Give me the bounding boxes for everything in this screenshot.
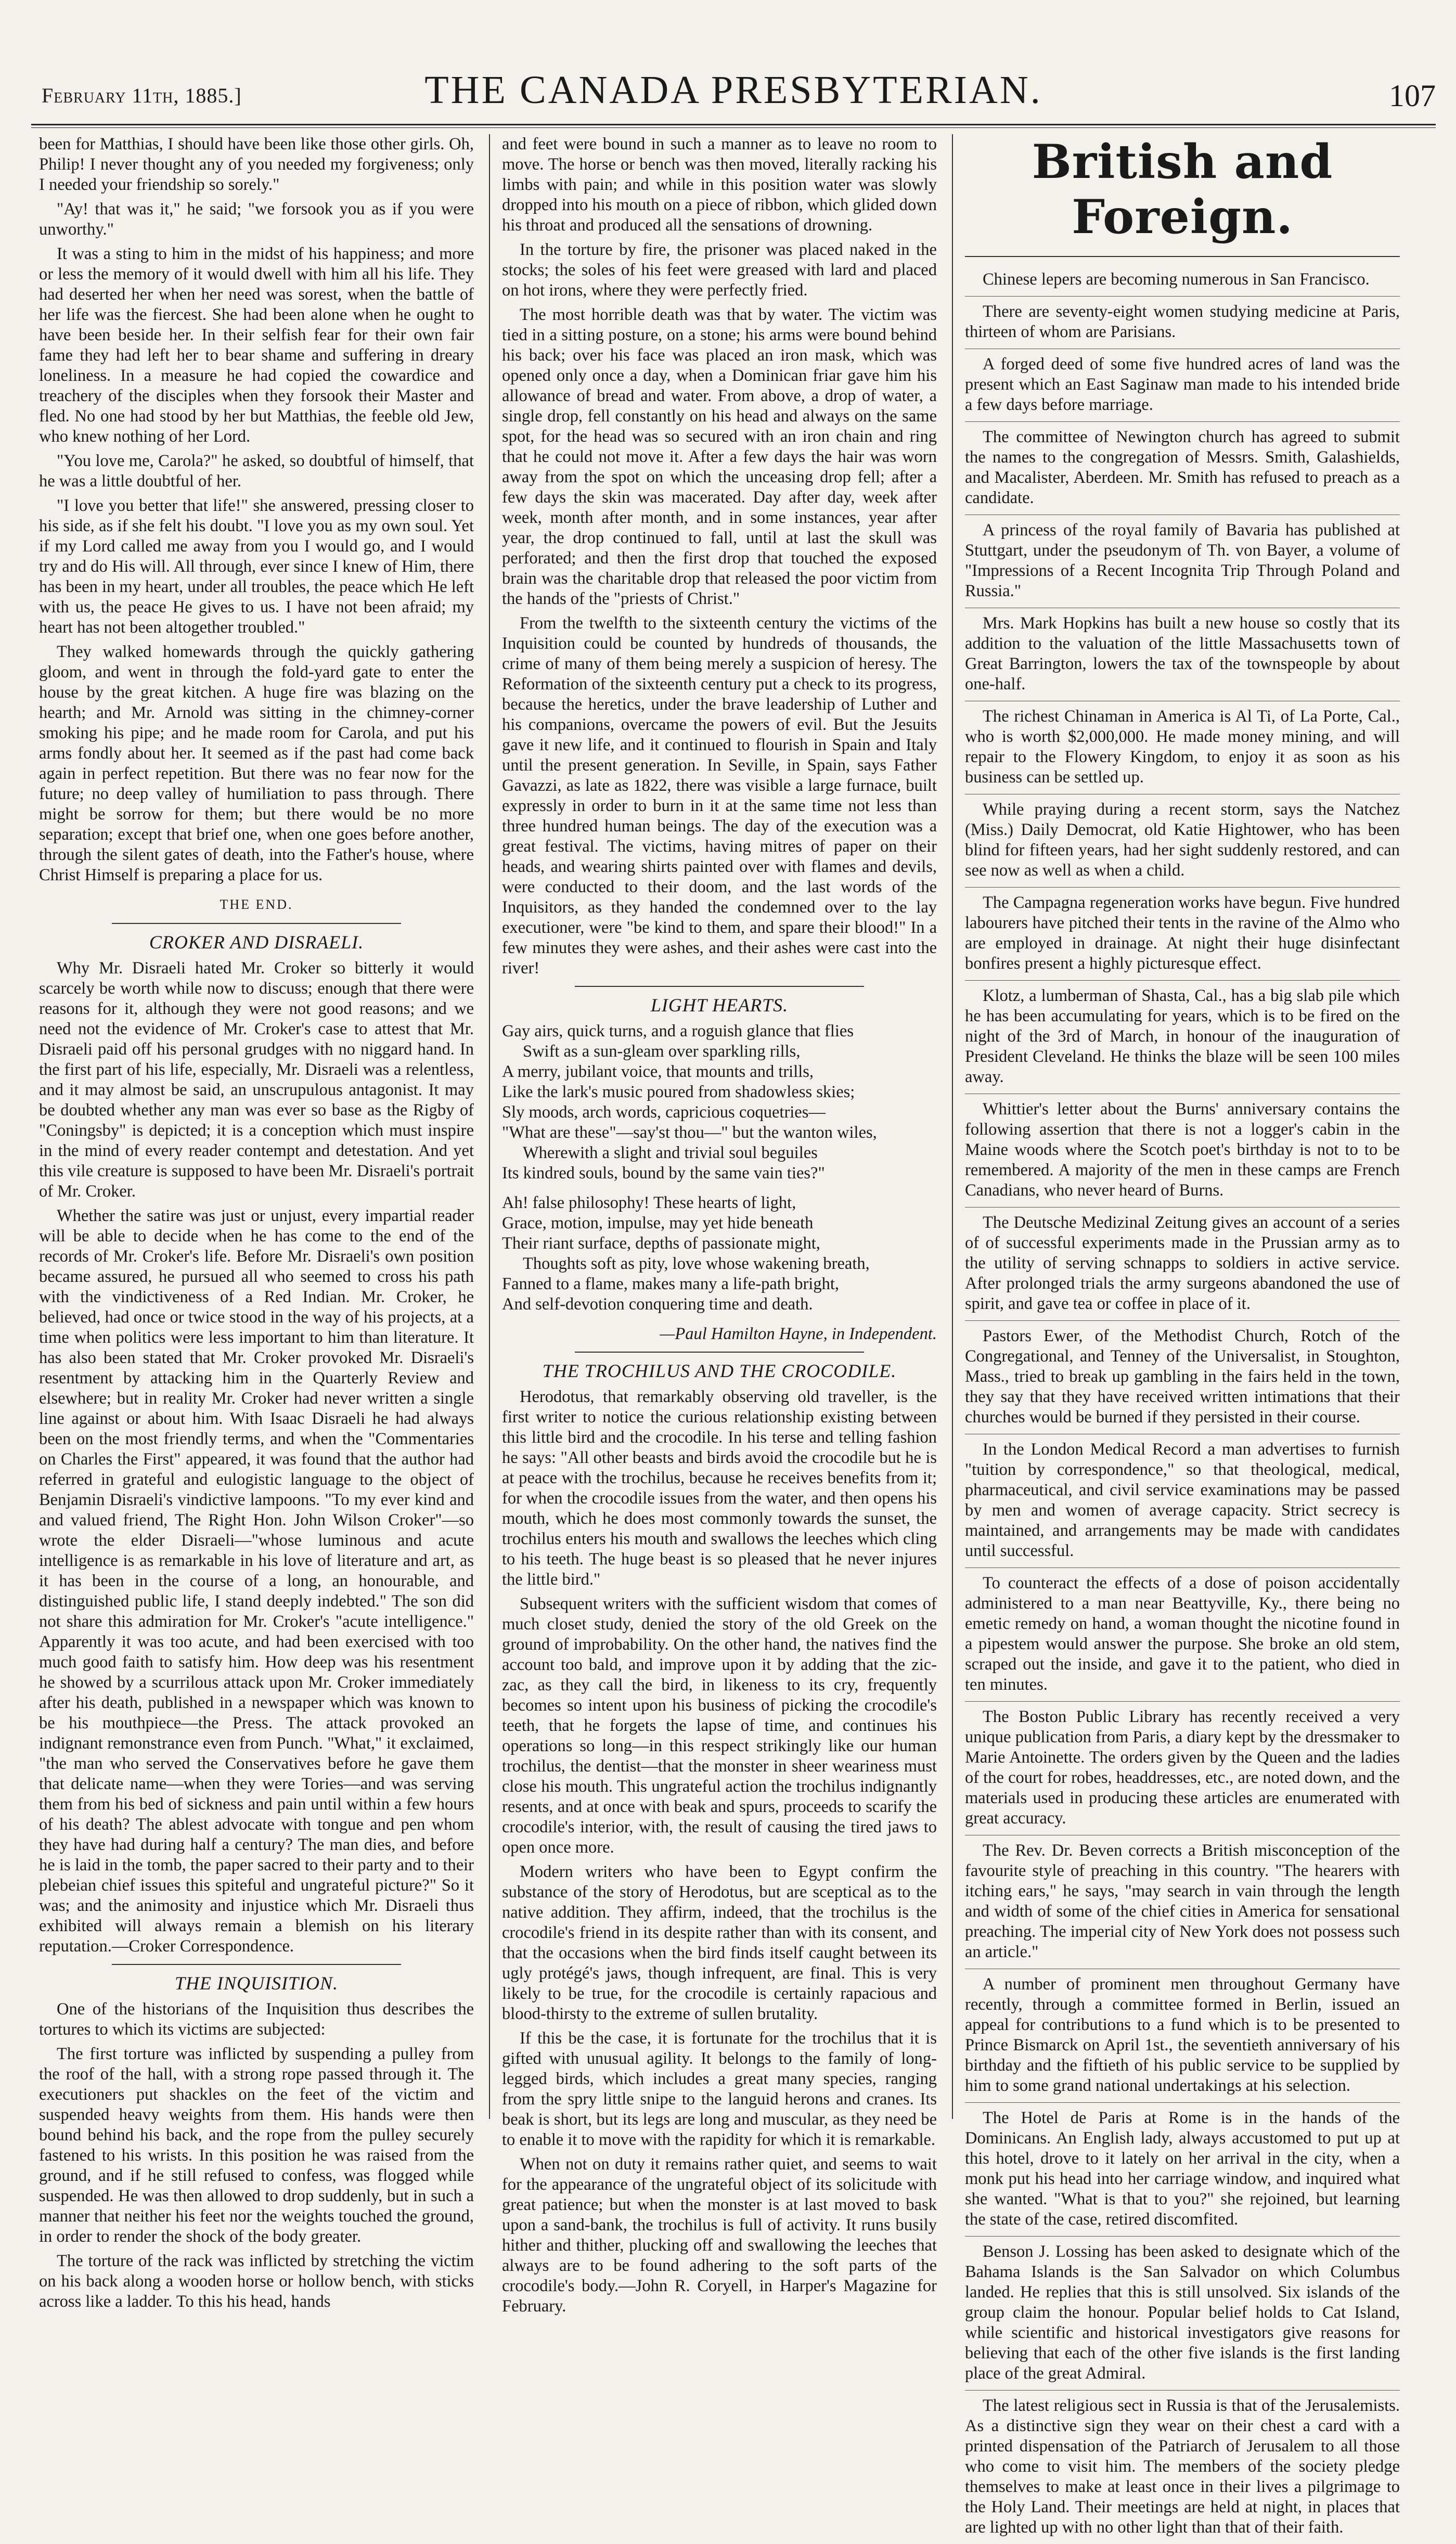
paragraph: "You love me, Carola?" he asked, so doubtful of himself, that he was a little doubtful of her. [39,452,474,491]
news-item: Benson J. Lossing has been asked to designate which of the Bahama Islands is the San Salvador on which Columbus landed. He replies that this is still unsolved. Six islands of the group claim the honour. Popular belief holds to Cat Island, while scientific and historical investigators give reasons for believing that each of the other five islands is the first landing place of the great Admiral. [965,2237,1400,2391]
section-divider [575,1352,864,1353]
article-title-trochilus: THE TROCHILUS AND THE CROCODILE. [542,1360,897,1381]
column-rule-1 [489,134,490,2119]
paragraph: The first torture was inflicted by suspending a pulley from the roof of the hall, with a strong rope passed through it. The executioners put shackles on the feet of the victim and suspended heavy weights from them. His hands were then bound behind his back, and the rope from the pulley securely fastened to his wrists. In this position he was raised from the ground, and if he still refused to confess, was flogged while suspended. He was then allowed to drop suddenly, but in such a manner that neither his feet nor the weights touched the ground, in order to render the shock of the body greater. [39,2045,474,2246]
paragraph: Subsequent writers with the sufficient wisdom that comes of much closet study, denied the story of the old Greek on the ground of improbability. On the other hand, the natives find the account too bald, and improve upon it by adding that the zic-zac, as they call the bird, in likeness to its cry, frequently becomes so intent upon his business of picking the crocodile's teeth, that he forgets the lapse of time, and continues his operations so long—in this respect strikingly like our human trochilus, the dentist—that the monster in sheer weariness must close his mouth. This ungrateful action the trochilus indignantly resents, and at once with beak and spurs, proceeds to scarify the crocodile's interior, with, the result of causing the tired jaws to open once more. [502,1595,937,1857]
news-item: Chinese lepers are becoming numerous in San Francisco. [965,264,1400,297]
poem-line: Gay airs, quick turns, and a roguish glance that flies [502,1022,854,1040]
poem-line: A merry, jubilant voice, that mounts and trills, [502,1062,814,1081]
the-end-label: THE END. [220,897,293,912]
poem-stanza [502,1193,937,1315]
paragraph: When not on duty it remains rather quiet, and seems to wait for the appearance of the ungrateful object of its solicitude with great patience; but when the monster is at last moved to bask upon a sand-bank, the trochilus is full of activity. It runs busily hither and thither, plucking off and swallowing the leeches that always are to be found adhering to the soft parts of the crocodile's body.—John R. Coryell, in Harper's Magazine for February. [502,2155,937,2316]
paragraph: Why Mr. Disraeli hated Mr. Croker so bitterly it would scarcely be worth while now to discuss; enough that there were reasons for it, although they were not good reasons; and we need not the evidence of Mr. Croker's case to attest that Mr. Disraeli paid off his personal grudges with no niggard hand. In the first part of his life, especially, Mr. Disraeli was a relentless, and it may almost be said, an unscrupulous antagonist. It may be doubted whether any man was ever so base as the Rigby of "Coningsby" is depicted; it is a conception which must inspire in the mind of every reader contempt and detestation. And yet this vile creature is supposed to have been Mr. Disraeli's portrait of Mr. Croker. [39,959,474,1201]
news-item: The latest religious sect in Russia is that of the Jerusalemists. As a distinctive sign they wear on their chest a card with a printed dispensation of the Patriarch of Jerusalem to all those who come to visit him. The members of the society pledge themselves to make at least once in their lives a pilgrimage to the Holy Land. Their meetings are held at night, in places that are lighted up with no other light than that of their faith. [965,2396,1400,2537]
paragraph: It was a sting to him in the midst of his happiness; and more or less the memory of it would dwell with him all his life. They had deserted her when her need was sorest, when the battle of her life was the fiercest. She had been alone when he ought to have been beside her. In their selfish fear for their own fair fame they had left her to bear shame and suffering in dreary loneliness. In a measure he had copied the cowardice and treachery of the disciples when they forsook their Master and fled. No one had stood by her but Matthias, the feeble old Jew, who knew nothing of her Lord. [39,245,474,446]
paragraph: Herodotus, that remarkably observing old traveller, is the first writer to notice the curious relationship existing between this little bird and the crocodile. In his terse and telling fashion he says: "All other beasts and birds avoid the crocodile but he is at peace with the trochilus, because he receives benefits from it; for when the crocodile issues from the water, and then opens his mouth, which he does most commonly towards the sunset, the trochilus enters his mouth and swallows the leeches which cling to his teeth. The huge beast is so pleased that he never injures the little bird." [502,1387,937,1589]
article-title-inquisition: THE INQUISITION. [174,1973,338,1994]
paragraph: been for Matthias, I should have been like those other girls. Oh, Philip! I never thought any of you needed my forgiveness; only I needed your friendship so sorely." [39,135,474,194]
news-item: The richest Chinaman in America is Al Ti, of La Porte, Cal., who is worth $2,000,000. He made money mining, and will repair to the Flowery Kingdom, to enjoy it as soon as his business can be settled up. [965,701,1400,794]
news-item: To counteract the effects of a dose of poison accidentally administered to a man near Beattyville, Ky., there being no emetic remedy on hand, a woman thought the nicotine found in a pipestem would answer the purpose. She broke an old stem, scraped out the inside, and gave it to the patient, who died in ten minutes. [965,1568,1400,1702]
news-item: Mrs. Mark Hopkins has built a new house so costly that its addition to the valuation of the little Massachusetts town of Great Barrington, lowers the tax of the townspeople by about one-half. [965,608,1400,701]
column-1 [39,134,474,2311]
news-items-list [965,264,1400,2544]
section-divider [112,1964,401,1965]
paragraph: The torture of the rack was inflicted by stretching the victim on his back along a wooden horse or hollow bench, with sticks across like a ladder. To this his head, hands [39,2252,474,2311]
paragraph: One of the historians of the Inquisition thus describes the tortures to which its victims are subjected: [39,2000,474,2039]
page-number: 107 [1389,79,1436,113]
poem-attribution: —Paul Hamilton Hayne, in Independent. [660,1325,937,1343]
news-item: A forged deed of some five hundred acres of land was the present which an East Saginaw man made to his intended bride a few days before marriage. [965,349,1400,422]
poem-line: And self-devotion conquering time and death. [502,1295,813,1314]
paragraph: "I love you better that life!" she answered, pressing closer to his side, as if she felt his doubt. "I love you as my own soul. Yet if my Lord called me away from you I would go, and I would try and do His will. All through, ever since I knew of Him, there has been in my heart, under all troubles, the peace which He left with us, the peace He gives to us. I have not been afraid; my heart has not been altogether troubled." [39,496,474,637]
poem-line: Its kindred souls, bound by the same vain ties?" [502,1164,825,1183]
section-title-british-foreign: British and Foreign. [1032,134,1333,245]
header-rule-thin [31,127,1436,128]
news-item: The Rev. Dr. Beven corrects a British misconception of the favourite style of preaching in this country. "The hearers with itching ears," he says, "may search in vain through the length and width of some of the chief cities in America for sensational preaching. The imperial city of New York does not possess such an article." [965,1835,1400,1969]
section-divider [575,986,864,987]
news-item: The Hotel de Paris at Rome is in the hands of the Dominicans. An English lady, always accustomed to put up at this hotel, drove to it lately on her arrival in the city, when a monk put his head into her carriage window, and inquired what she wanted. "What is that to you?" she rejoined, but learning the state of the case, retired discomfited. [965,2103,1400,2237]
poem-stanza [502,1021,937,1184]
news-item: There are seventy-eight women studying medicine at Paris, thirteen of whom are Parisians. [965,297,1400,349]
poem-line: Wherewith a slight and trivial soul beguiles [523,1143,818,1162]
poem-line: Sly moods, arch words, capricious coquetries— [502,1103,826,1122]
news-item: Whittier's letter about the Burns' anniversary contains the following assertion that there is not a logger's cabin in the Maine woods where the Scotch poet's birthday is not to to be remembered. A majority of the men in these camps are French Canadians, who never heard of Burns. [965,1094,1400,1207]
paragraph: and feet were bound in such a manner as to leave no room to move. The horse or bench was then moved, literally racking his limbs with pain; and while in this position water was slowly dropped into his mouth on a piece of ribbon, which glided down his throat and produced all the sensations of drowning. [502,135,937,235]
poem-line: Fanned to a flame, makes many a life-path bright, [502,1275,839,1293]
news-item: The committee of Newington church has agreed to submit the names to the congregation of Messrs. Smith, Galashields, and Macalister, Aberdeen. Mr. Smith has refused to preach as a candidate. [965,422,1400,515]
paragraph: Modern writers who have been to Egypt confirm the substance of the story of Herodotus, but are sceptical as to the native addition. They affirm, indeed, that the trochilus is the crocodile's friend in its despite rather than with its consent, and that the occasions when the bird finds itself caught between its ugly protégé's jaws, though infrequent, are final. This is very likely to be true, for the crocodile is certainly rapacious and blood-thirsty to the extreme of sullen brutality. [502,1862,937,2023]
news-item: A number of prominent men throughout Germany have recently, through a committee formed in Berlin, issued an appeal for contributions to a fund which is to be presented to Prince Bismarck on April 1st., the seventieth anniversary of his birthday and the fiftieth of his public service to be supplied by him to some grand national undertakings at his selection. [965,1969,1400,2103]
news-item: The Boston Public Library has recently received a very unique publication from Paris, a diary kept by the dressmaker to Marie Antoinette. The orders given by the Queen and the ladies of the court for robes, headdresses, etc., are noted down, and the materials used in producing these articles are enumerated with great accuracy. [965,1702,1400,1835]
header-rule [31,124,1436,125]
article-title-croker: CROKER AND DISRAELI. [149,932,364,953]
column-2 [502,134,937,2316]
poem-title: LIGHT HEARTS. [650,995,789,1016]
poem-line: "What are these"—say'st thou—" but the wanton wiles, [502,1123,877,1142]
poem-line: Swift as a sun-gleam over sparkling rills, [523,1042,801,1061]
news-item: Pastors Ewer, of the Methodist Church, Rotch of the Congregational, and Tenney of the Universalist, in Stoughton, Mass., tried to break up gambling in the fairs held in the town, they say that they have received written intimations that their churches would be burned if they persisted in their course. [965,1321,1400,1434]
news-item: In the London Medical Record a man advertises to furnish "tuition by correspondence," so that theological, medical, pharmaceutical, and civil service examinations may be passed by men and women of average capacity. Strict secrecy is maintained, and arrangements may be made with candidates until successful. [965,1434,1400,1568]
news-item: The Campagna regeneration works have begun. Five hundred labourers have pitched their tents in the ravine of the Almo who are employed in drainage. At night their huge disinfectant bonfires present a highly picturesque effect. [965,888,1400,981]
column-rule-2 [952,134,953,2119]
column-3 [965,134,1400,2537]
paragraph: They walked homewards through the quickly gathering gloom, and went in through the fold-yard gate to enter the house by the great kitchen. A huge fire was blazing on the hearth; and Mr. Arnold was sitting in the chimney-corner smoking his pipe; and he made room for Carola, and put his arms fondly about her. It seemed as if the past had come back again in perfect repetition. But there was no fear now for the future; no deep valley of humiliation to pass through. There might be sorrow for them; but there would be no more separation; except that brief one, when one goes before another, through the silent gates of death, into the Father's house, where Christ Himself is preparing a place for us. [39,643,474,884]
poem [502,1021,937,1344]
news-item: The Deutsche Medizinal Zeitung gives an account of a series of of successful experiments made in the Prussian army as to the utility of serving schnapps to soldiers in active service. After prolonged trials the army surgeons abandoned the use of spirit, and gave tea or coffee in place of it. [965,1207,1400,1321]
poem-line: Their riant surface, depths of passionate might, [502,1234,820,1253]
news-item: Klotz, a lumberman of Shasta, Cal., has a big slab pile which he has been accumulating for years, which is to be fired on the night of the 3rd of March, in honour of the inauguration of President Cleveland. He thinks the blaze will be seen 100 miles away. [965,981,1400,1094]
news-item: While praying during a recent storm, says the Natchez (Miss.) Daily Democrat, old Katie Hightower, who has been blind for fifteen years, had her sight suddenly restored, and can see now as well as when a child. [965,794,1400,888]
section-divider [112,923,401,924]
story-conclusion [39,134,474,885]
poem-line: Thoughts soft as pity, love whose wakening breath, [523,1254,870,1273]
poem-line: Ah! false philosophy! These hearts of light, [502,1193,796,1212]
poem-line: Like the lark's music poured from shadowless skies; [502,1083,855,1101]
paragraph: The most horrible death was that by water. The victim was tied in a sitting posture, on a stone; his arms were bound behind his back; over his face was placed an iron mask, which was opened only once a day, when a Dominican friar gave him his allowance of bread and water. From above, a drop of water, a single drop, fell constantly on his head and always on the same spot, for the head was so secured with an iron chain and ring that he could not move it. After a few days the hair was worn away from the spot on which the unceasing drop fell; after a few days the skin was macerated. Day after day, week after week, month after month, and in some instances, year after year, the drop continued to fall, until at last the skull was perforated; and then the first drop that touched the exposed brain was the charitable drop that released the poor victim from the hands of the "priests of Christ." [502,305,937,608]
paragraph: From the twelfth to the sixteenth century the victims of the Inquisition could be counted by hundreds of thousands, the crime of many of them being merely a suspicion of heresy. The Reformation of the sixteenth century put a check to its progress, because the heretics, under the brave leadership of Luther and his companions, overcame the powers of evil. But the Jesuits gave it new life, and it continued to flourish in Spain and Italy until the present generation. In Seville, in Spain, says Father Gavazzi, as late as 1822, there was visible a large furnace, built expressly in order to burn in it at the same time not less than three hundred human beings. The day of the execution was a great festival. The victims, having mitres of paper on their heads, and wearing shirts painted over with flames and devils, were conducted to their doom, and the last words of the Inquisitors, as they handed the condemned over to the lay executioner, were "be kind to them, and spare their blood!" In a few minutes they were ashes, and their ashes were cast into the river! [502,614,937,978]
paragraph: If this be the case, it is fortunate for the trochilus that it is gifted with unusual agility. It belongs to the family of long-legged birds, which includes a great many species, ranging from the spry little snipe to the languid herons and cranes. Its beak is short, but its legs are long and muscular, as they need be to enable it to move with the rapidity for which it is remarkable. [502,2029,937,2149]
paragraph: In the torture by fire, the prisoner was placed naked in the stocks; the soles of his feet were greased with lard and placed on hot irons, where they were perfectly fried. [502,240,937,300]
poem-line: Grace, motion, impulse, may yet hide beneath [502,1214,814,1232]
newspaper-title: THE CANADA PRESBYTERIAN. [424,68,1042,112]
paragraph: Whether the satire was just or unjust, every impartial reader will be able to decide when he has come to the end of the records of Mr. Croker's life. Before Mr. Disraeli's own position became assured, he pursued all who seemed to cross his path with the vindictiveness of a Red Indian. Mr. Croker, he believed, had once or twice stood in the way of his projects, at a time when politics were less important to him than literature. It has also been stated that Mr. Croker provoked Mr. Disraeli's resentment by attacking him in the Quarterly Review and elsewhere; but in reality Mr. Croker had never written a single line against or about him. With Isaac Disraeli he had always been on the most friendly terms, and when the "Commentaries on Charles the First" appeared, it was found that the author had referred in grateful and eulogistic language to the object of Benjamin Disraeli's vindictive lampoons. "To my ever kind and and valued friend, The Right Hon. John Wilson Croker"—so wrote the elder Disraeli—"whose luminous and acute intelligence is as remarkable in his love of literature and art, as it has been in the course of a long, an honourable, and distinguished public life, I stand deeply indebted." The son did not share this admiration for Mr. Croker's "acute intelligence." Apparently it was too acute, and had been exercised with too much good faith to satisfy him. How deep was his resentment he showed by a scurrilous attack upon Mr. Croker immediately after his death, published in a newspaper which was known to be his mouthpiece—the Press. The attack provoked an indignant remonstrance even from Punch. "What," it exclaimed, "the man who served the Conservatives before he gave them that delicate name—when they were Tories—and was serving them from his bed of sickness and pain until within a few hours of his death? The ablest advocate with tongue and pen whom they have had during half a century? The man dies, and before he is laid in the tomb, the paper sacred to their party and to their plebeian chief issues this spiteful and ungrateful picture?" So it was; and the animosity and injustice which Mr. Disraeli thus exhibited will always remain a blemish on his literary reputation.—Croker Correspondence. [39,1206,474,1956]
page-header [31,62,1436,120]
section-divider [965,256,1400,257]
paragraph: "Ay! that was it," he said; "we forsook you as if you were unworthy." [39,200,474,239]
news-item: A princess of the royal family of Bavaria has published at Stuttgart, under the pseudonym of Th. von Bayer, a volume of "Impressions of a Recent Incognita Trip Through Poland and Russia." [965,515,1400,608]
issue-date: February 11th, 1885.] [42,84,242,107]
